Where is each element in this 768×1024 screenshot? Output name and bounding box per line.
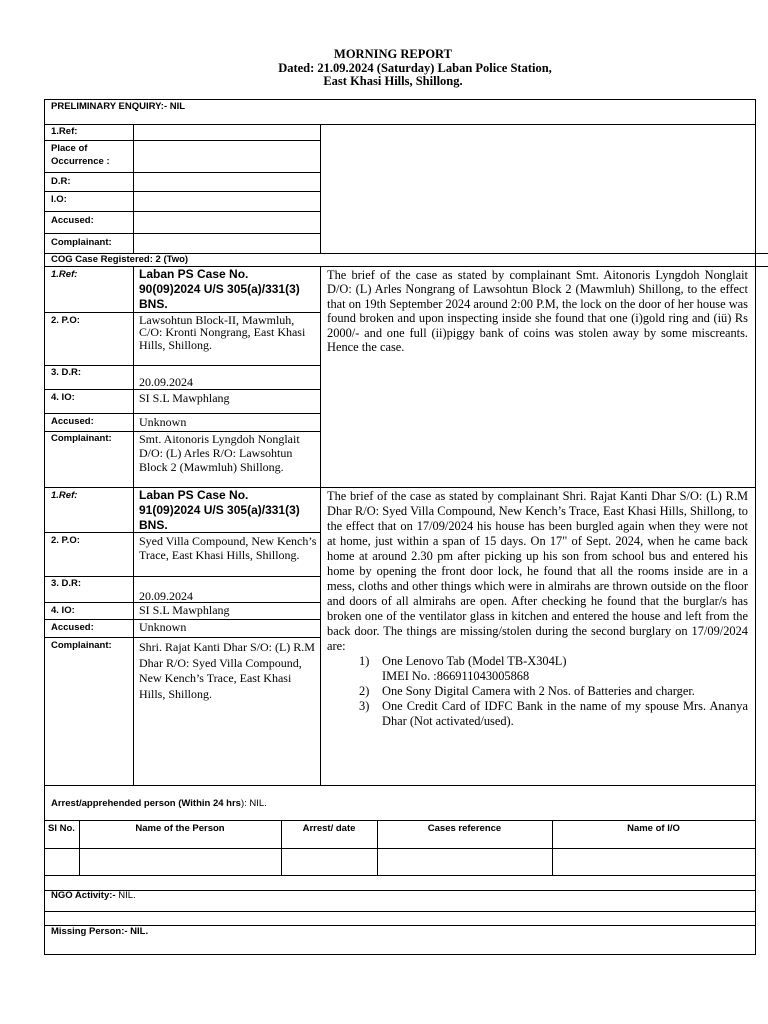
col-arrest-date: Arrest/ date: [302, 823, 356, 834]
case1-dr-value: 20.09.2024: [139, 375, 193, 389]
col-cases-reference: Cases reference: [427, 823, 502, 834]
case2-dr-value: 20.09.2024: [139, 589, 193, 603]
prelim-accused-label: Accused:: [51, 215, 94, 226]
case1-complainant-value: Smt. Aitonoris Lyngdoh Nonglait D/O: (L) Arles R/O: Lawsohtun Block 2 (Mawmluh) Shillong.: [139, 432, 300, 474]
case2-complainant-label: Complainant:: [51, 640, 112, 651]
case1-ref-value: Laban PS Case No. 90(09)2024 U/S 305(a)/331(3) BNS.: [139, 267, 300, 311]
case1-brief: The brief of the case as stated by complainant Smt. Aitonoris Lyngdoh Nonglait D/O: (L) Arles Nongrang of Lawsohtun Block 2 (Mawmluh) Shillong, to the effect that on 19th September 2024 around 2:00 P.M, the lock on the door of her house was found broken and upon inspecting inside she found that one (i)gold ring and (iü) Rs 2000/- and one full (ii)piggy bank of coins was stolen away by some miscreants. Hence the case.: [327, 268, 748, 355]
case2-accused-label: Accused:: [51, 622, 94, 633]
cog-case-heading: COG Case Registered: 2 (Two): [51, 254, 189, 265]
case1-dr-label: 3. D.R:: [51, 367, 82, 378]
case1-po-label: 2. P.O:: [51, 315, 80, 326]
report-location-line: East Khasi Hills, Shillong.: [323, 74, 463, 88]
preliminary-enquiry-heading: PRELIMINARY ENQUIRY:- NIL: [51, 101, 186, 112]
case2-brief: The brief of the case as stated by complainant Shri. Rajat Kanti Dhar S/O: (L) R.M Dhar R/O: Syed Villa Compound, New Kench’s Trace, East Khasi Hills, Shillong, to the effect that on 17/09/2024 his house has been burgled again when they were not at home, just within a span of 15 days. On 17" of Sept. 2024, when he came back home at around 2.30 pm after picking up his son from school bus and entered his home by opening the front door lock, he found that all the rooms inside are in a mess, cloths and other things which were in almirahs are thrown outside on the floor and doors of all almirahs are open. After checking he found that the burglar/s has broken one of the ventilator glass in kitchen and entered the house and left from the back door. The things are missing/stolen during the second burglary on 17/09/2024 are:: [327, 489, 748, 653]
prelim-ref-label: 1.Ref:: [51, 126, 78, 137]
report-title: MORNING REPORT: [334, 47, 452, 61]
col-name-of-io: Name of I/O: [627, 823, 680, 834]
list-item: 3) One Credit Card of IDFC Bank in the name of my spouse Mrs. Ananya Dhar (Not activated/used).: [359, 699, 748, 728]
col-sl-no: Sl No.: [48, 823, 75, 834]
stolen-items-list: [344, 654, 748, 729]
case2-accused-value: Unknown: [139, 620, 187, 634]
list-item: 1) One Lenovo Tab (Model TB-X304L) IMEI No. :866911043005868: [359, 654, 567, 683]
case1-io-label: 4. IO:: [51, 392, 75, 403]
report-date-line: Dated: 21.09.2024 (Saturday) Laban Police Station,: [278, 61, 552, 75]
case2-ref-label: 1.Ref:: [51, 490, 78, 501]
case1-accused-label: Accused:: [51, 416, 94, 427]
list-item: 2) One Sony Digital Camera with 2 Nos. of Batteries and charger.: [359, 684, 695, 698]
prelim-dr-label: D.R:: [51, 176, 71, 187]
prelim-place-label: Place of Occurrence :: [51, 143, 110, 167]
case2-io-label: 4. IO:: [51, 605, 75, 616]
case2-complainant-value: Shri. Rajat Kanti Dhar S/O: (L) R.M Dhar R/O: Syed Villa Compound, New Kench’s Trace, East Khasi Hills, Shillong.: [139, 640, 315, 701]
case2-po-value: Syed Villa Compound, New Kench’s Trace, East Khasi Hills, Shillong.: [139, 534, 317, 562]
case2-ref-value: Laban PS Case No. 91(09)2024 U/S 305(a)/331(3) BNS.: [139, 488, 300, 532]
case1-ref-label: 1.Ref:: [51, 269, 78, 280]
case1-po-value: Lawsohtun Block-II, Mawmluh, C/O: Kronti Nongrang, East Khasi Hills, Shillong.: [139, 313, 306, 352]
case2-dr-label: 3. D.R:: [51, 578, 82, 589]
col-name-of-person: Name of the Person: [135, 823, 225, 834]
case2-brief-block: [327, 489, 748, 729]
case2-po-label: 2. P.O:: [51, 535, 80, 546]
case1-accused-value: Unknown: [139, 415, 187, 429]
missing-person: Missing Person:- NIL.: [51, 926, 149, 937]
arrest-heading: Arrest/apprehended person (Within 24 hrs): NIL.: [51, 798, 267, 809]
prelim-io-label: I.O:: [51, 194, 67, 205]
case1-io-value: SI S.L Mawphlang: [139, 391, 230, 405]
case2-io-value: SI S.L Mawphlang: [139, 603, 230, 617]
imei-line: IMEI No. :866911043005868: [382, 669, 530, 683]
case1-complainant-label: Complainant:: [51, 433, 112, 444]
ngo-activity: NGO Activity:- NIL.: [51, 890, 136, 901]
prelim-complainant-label: Complainant:: [51, 237, 112, 248]
